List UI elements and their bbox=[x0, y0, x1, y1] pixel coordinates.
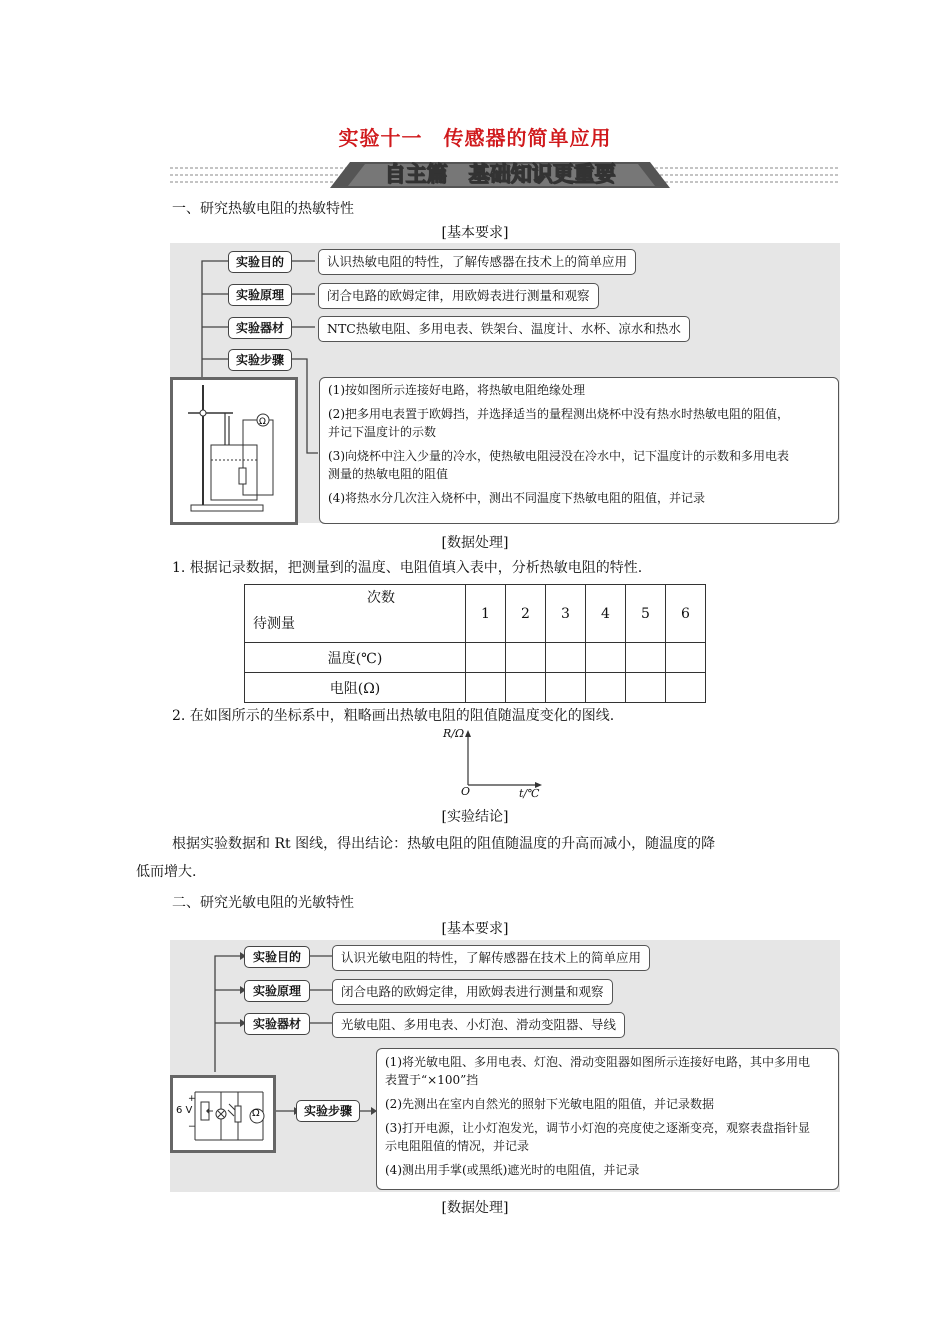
origin-label: O bbox=[461, 785, 471, 798]
table-col-3: 3 bbox=[546, 585, 586, 643]
x-axis-label: t/℃ bbox=[519, 787, 540, 800]
table-col-2: 2 bbox=[506, 585, 546, 643]
table-col-1: 1 bbox=[466, 585, 506, 643]
step1-2a: (2)把多用电表置于欧姆挡，并选择适当的量程测出烧杯中没有热水时热敏电阻的阻值， bbox=[328, 407, 790, 421]
ohmmeter-symbol-2: Ω bbox=[252, 1108, 260, 1119]
section1-heading: 一、研究热敏电阻的热敏特性 bbox=[172, 201, 354, 217]
principle-box-2: 闭合电路的欧姆定律，用欧姆表进行测量和观察 bbox=[332, 979, 613, 1005]
steps-box-1 bbox=[319, 377, 839, 524]
banner-title: 自主篇 基础知识更重要 bbox=[384, 162, 616, 186]
label-purpose-2: 实验目的 bbox=[244, 946, 310, 968]
label-equipment-2: 实验器材 bbox=[244, 1013, 310, 1035]
label-purpose-1: 实验目的 bbox=[228, 251, 292, 273]
data-processing-heading-2: [数据处理] bbox=[441, 1200, 509, 1216]
ohmmeter-symbol: Ω bbox=[259, 417, 266, 427]
data-processing-heading-1: [数据处理] bbox=[441, 535, 509, 551]
equipment-box-1: NTC热敏电阻、多用电表、铁架台、温度计、水杯、凉水和热水 bbox=[318, 316, 690, 342]
y-axis-label: R/Ω bbox=[443, 727, 465, 740]
principle-box-1: 闭合电路的欧姆定律，用欧姆表进行测量和观察 bbox=[318, 283, 599, 309]
equipment-box-2: 光敏电阻、多用电表、小灯泡、滑动变阻器、导线 bbox=[332, 1012, 625, 1038]
conclusion-heading: [实验结论] bbox=[441, 809, 509, 825]
section2-basic-requirements: [基本要求] bbox=[441, 921, 509, 937]
step2-1a: (1)将光敏电阻、多用电表、灯泡、滑动变阻器如图所示连接好电路，其中多用电 bbox=[385, 1055, 811, 1069]
photoresistor-circuit-figure bbox=[170, 1075, 276, 1153]
step1-3b: 测量的热敏电阻的阻值 bbox=[328, 467, 449, 481]
step2-2: (2)先测出在室内自然光的照射下光敏电阻的阻值，并记录数据 bbox=[385, 1097, 715, 1111]
table-row-temperature: 温度(℃) bbox=[245, 643, 466, 673]
step2-1b: 表置于“×100”挡 bbox=[385, 1073, 479, 1087]
step2-4: (4)测出用手掌(或黑纸)遮光时的电阻值，并记录 bbox=[385, 1163, 640, 1177]
item-2: 2. 在如图所示的坐标系中，粗略画出热敏电阻的阻值随温度变化的图线. bbox=[172, 708, 615, 724]
coordinate-axes bbox=[443, 727, 543, 803]
label-principle-2: 实验原理 bbox=[244, 980, 310, 1002]
table-row-resistance: 电阻(Ω) bbox=[245, 673, 466, 703]
battery-minus: − bbox=[188, 1122, 196, 1132]
section2-heading: 二、研究光敏电阻的光敏特性 bbox=[172, 895, 354, 911]
steps-box-2 bbox=[376, 1048, 839, 1190]
battery-plus: + bbox=[188, 1094, 196, 1104]
label-principle-1: 实验原理 bbox=[228, 284, 292, 306]
label-equipment-1: 实验器材 bbox=[228, 317, 292, 339]
label-steps-1: 实验步骤 bbox=[228, 349, 292, 371]
table-col-4: 4 bbox=[586, 585, 626, 643]
table-col-5: 5 bbox=[626, 585, 666, 643]
step1-1: (1)按如图所示连接好电路，将热敏电阻绝缘处理 bbox=[328, 383, 585, 397]
section1-basic-requirements: [基本要求] bbox=[441, 225, 509, 241]
apparatus-drawing bbox=[173, 380, 295, 522]
thermistor-apparatus-figure bbox=[170, 377, 298, 525]
page-title: 实验十一 传感器的简单应用 bbox=[338, 126, 612, 150]
battery-voltage: 6 V bbox=[176, 1105, 193, 1116]
item-1: 1. 根据记录数据，把测量到的温度、电阻值填入表中，分析热敏电阻的特性. bbox=[172, 560, 643, 576]
purpose-box-2: 认识光敏电阻的特性，了解传感器在技术上的简单应用 bbox=[332, 945, 650, 971]
label-steps-2: 实验步骤 bbox=[296, 1100, 360, 1122]
step1-3a: (3)向烧杯中注入少量的冷水，使热敏电阻浸没在冷水中，记下温度计的示数和多用电表 bbox=[328, 449, 790, 463]
conclusion-line-1: 根据实验数据和 Rt 图线，得出结论：热敏电阻的阻值随温度的升高而减小，随温度的降 bbox=[172, 836, 716, 852]
step2-3a: (3)打开电源，让小灯泡发光，调节小灯泡的亮度使之逐渐变亮，观察表盘指针显 bbox=[385, 1121, 811, 1135]
conclusion-line-2: 低而增大. bbox=[136, 864, 197, 880]
table-col-6: 6 bbox=[666, 585, 706, 643]
table-corner: 次数 待测量 bbox=[245, 585, 466, 643]
step2-3b: 示电阻阻值的情况，并记录 bbox=[385, 1139, 530, 1153]
measurement-table bbox=[244, 584, 706, 703]
purpose-box-1: 认识热敏电阻的特性，了解传感器在技术上的简单应用 bbox=[318, 249, 636, 275]
step1-4: (4)将热水分几次注入烧杯中，测出不同温度下热敏电阻的阻值，并记录 bbox=[328, 491, 706, 505]
step1-2b: 并记下温度计的示数 bbox=[328, 425, 437, 439]
